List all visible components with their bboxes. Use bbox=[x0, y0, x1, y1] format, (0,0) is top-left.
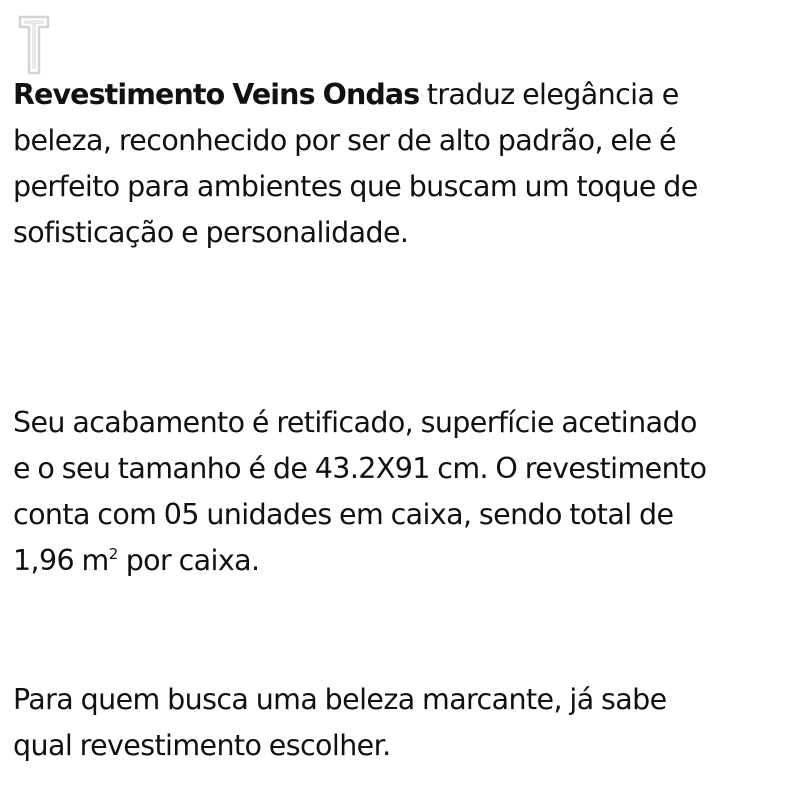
closing-line-2: qual revestimento escolher. bbox=[13, 729, 391, 762]
closing-line-1: Para quem busca uma beleza marcante, já sabe bbox=[13, 683, 667, 716]
intro-line-2: beleza, reconhecido por ser de alto padrão, ele é bbox=[13, 124, 676, 157]
product-specs-paragraph bbox=[13, 400, 788, 584]
product-intro-paragraph bbox=[13, 72, 788, 256]
product-name: Revestimento Veins Ondas bbox=[13, 78, 420, 111]
squared-superscript: 2 bbox=[108, 545, 119, 563]
specs-line-4-rest: por caixa. bbox=[118, 544, 260, 577]
specs-line-1: Seu acabamento é retificado, superfície acetinado bbox=[13, 406, 697, 439]
specs-line-3: conta com 05 unidades em caixa, sendo total de bbox=[13, 498, 674, 531]
specs-line-4-area: 1,96 m bbox=[13, 544, 109, 577]
intro-line-1-rest: traduz elegância e bbox=[419, 78, 679, 111]
specs-line-2: e o seu tamanho é de 43.2X91 cm. O revestimento bbox=[13, 452, 707, 485]
closing-paragraph bbox=[13, 677, 788, 769]
t-letter-logo-icon bbox=[17, 14, 51, 76]
intro-line-4: sofisticação e personalidade. bbox=[13, 216, 409, 249]
intro-line-3: perfeito para ambientes que buscam um toque de bbox=[13, 170, 698, 203]
